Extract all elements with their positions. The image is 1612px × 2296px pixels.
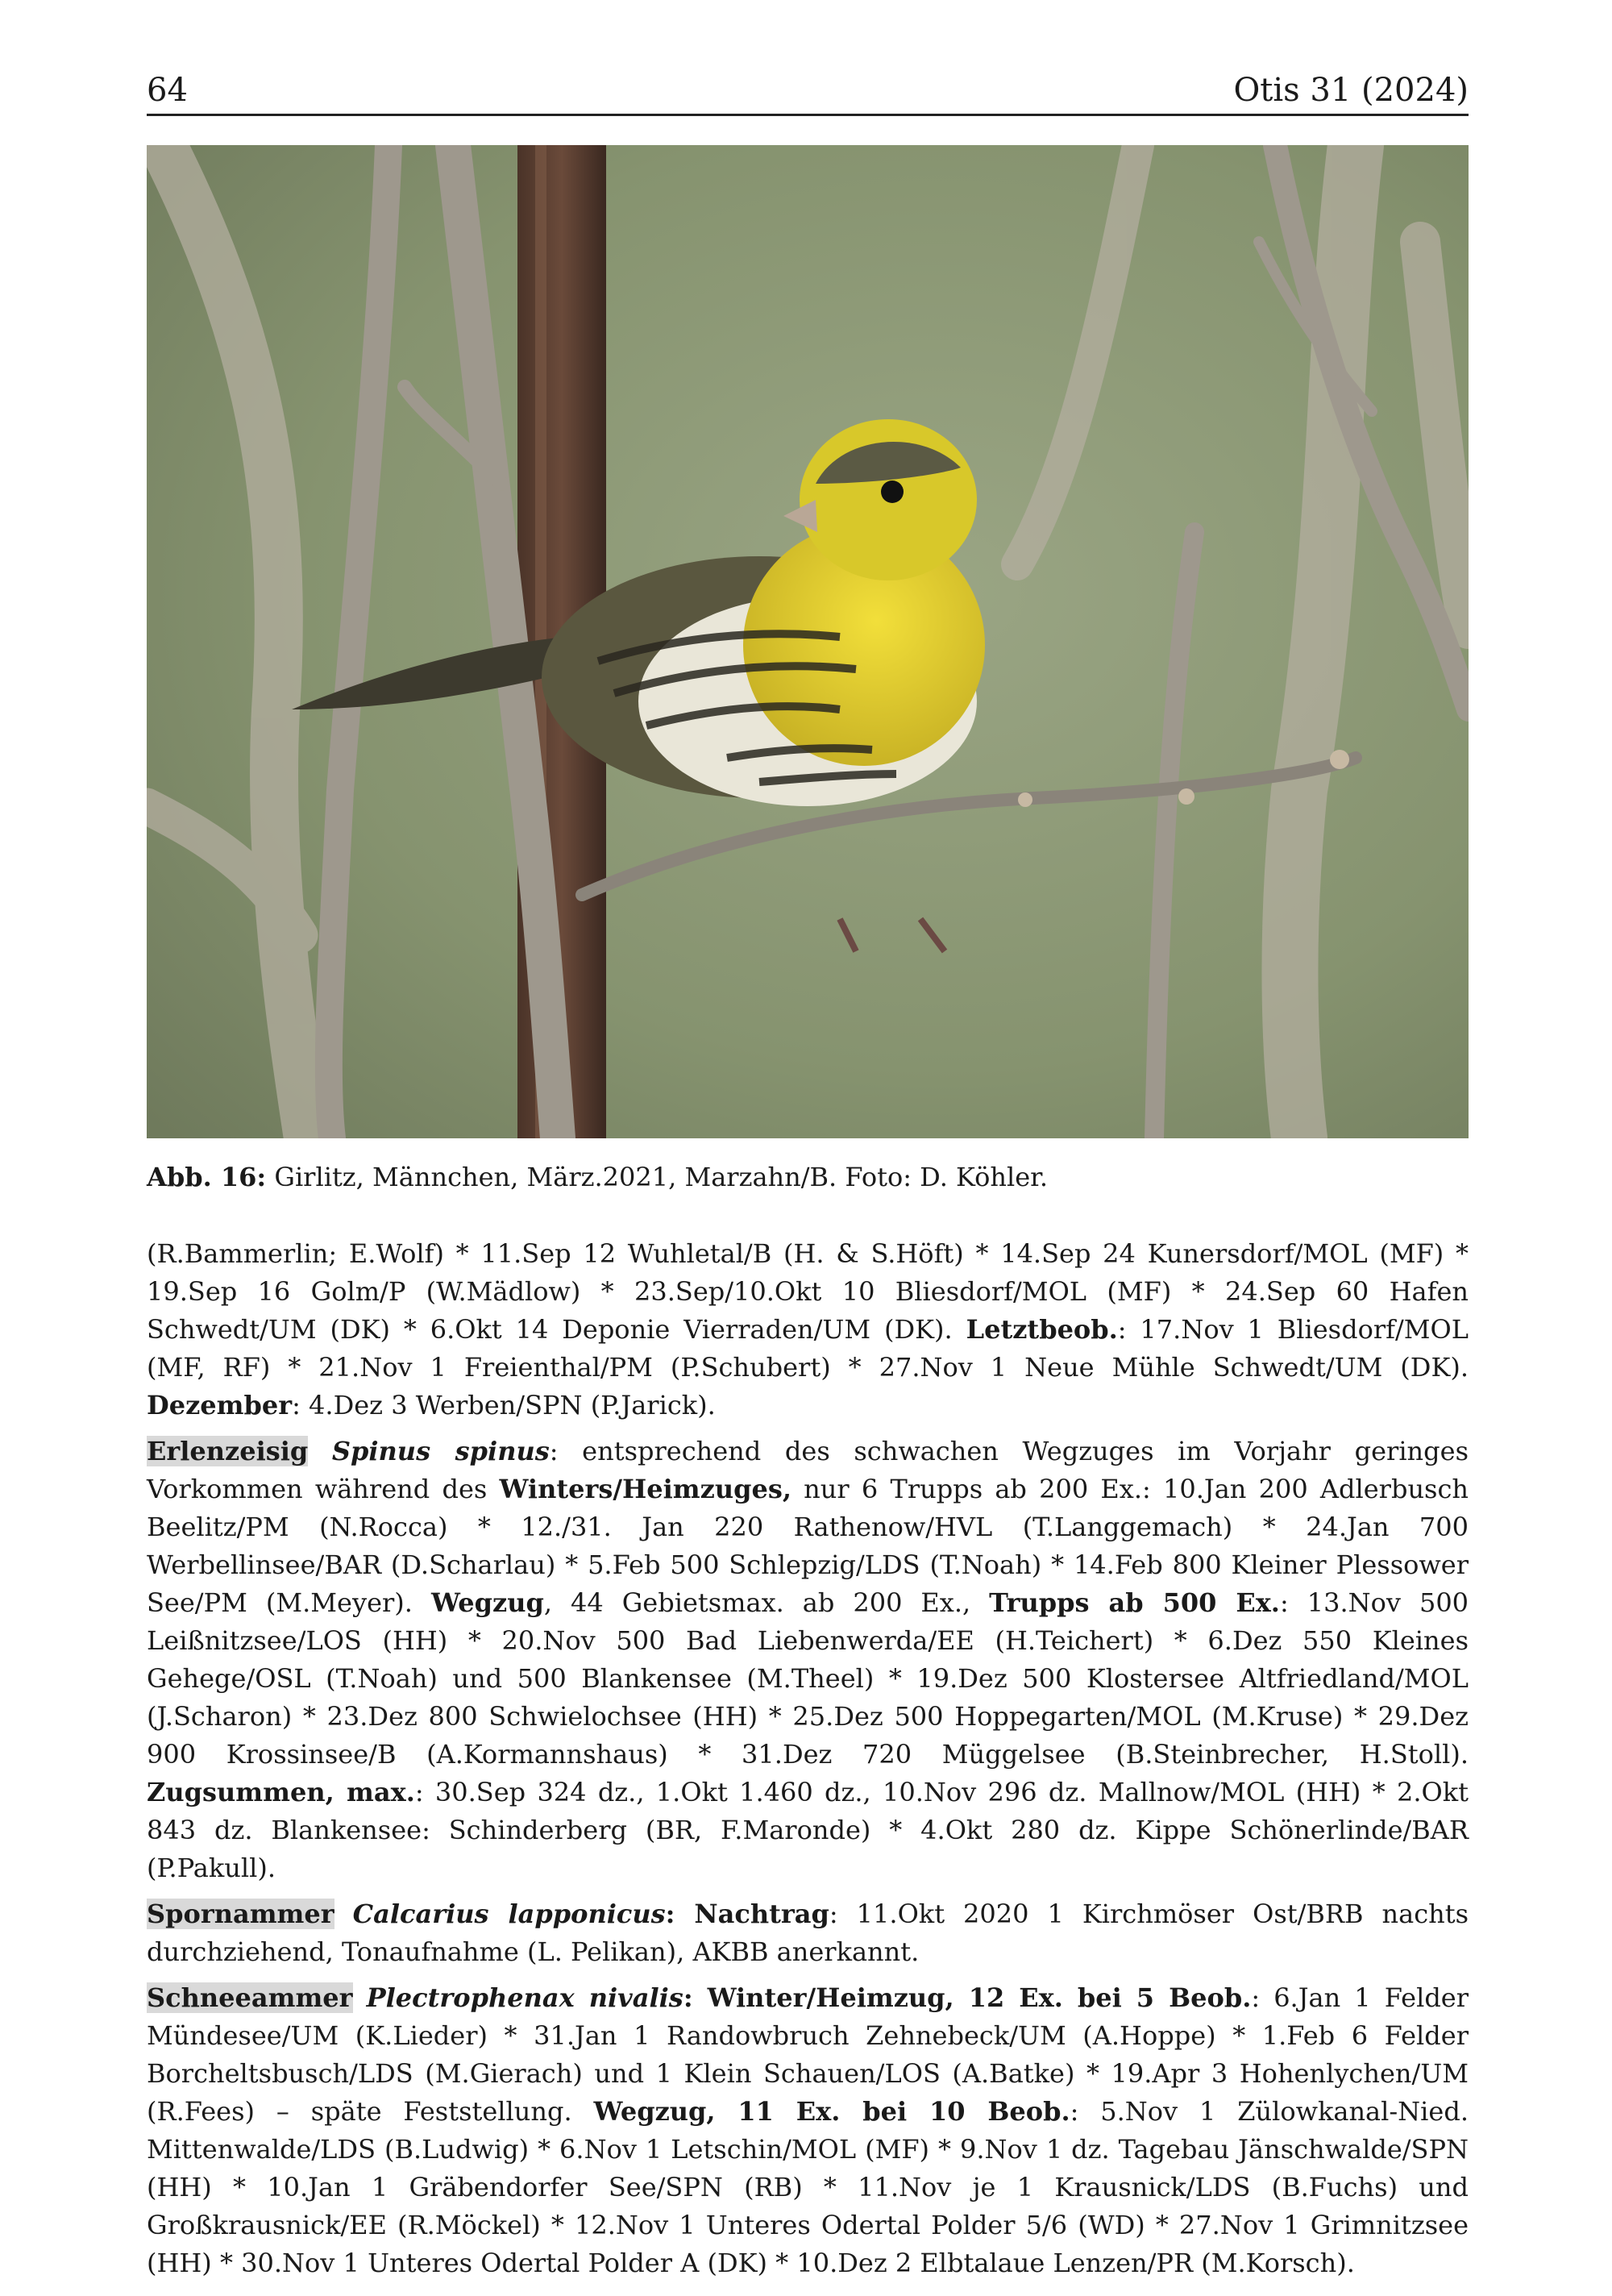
- latin-name: Spinus spinus: [331, 1436, 550, 1466]
- paragraph-erlenzeisig: Erlenzeisig Spinus spinus: entsprechend des schwachen Wegzuges im Vorjahr geringes Vorkommen während des Winters/Heimzuges, nur 6 Trupps ab 200 Ex.: 10.Jan 200 Adlerbusch Beelitz/PM (N.Rocca) * 12./31. Jan 220 Rathenow/HVL (T.Langgemach) * 24.Jan 700 Werbellinsee/BAR (D.Scharlau) * 5.Feb 500 Schlepzig/LDS (T.Noah) * 14.Feb 800 Kleiner Plessower See/PM (M.Meyer). Wegzug, 44 Gebietsmax. ab 200 Ex., Trupps ab 500 Ex.: 13.Nov 500 Leißnitzsee/LOS (HH) * 20.Nov 500 Bad Liebenwerda/EE (H.Teichert) * 6.Dez 550 Kleines Gehege/OSL (T.Noah) und 500 Blankensee (M.Theel) * 19.Dez 500 Klostersee Altfriedland/MOL (J.Scharon) * 23.Dez 800 Schwielochsee (HH) * 25.Dez 500 Hoppegarten/MOL (M.Kruse) * 29.Dez 900 Krossinsee/B (A.Kormannshaus) * 31.Dez 720 Müggelsee (B.Steinbrecher, H.Stoll). Zugsummen, max.: 30.Sep 324 dz., 1.Okt 1.460 dz., 10.Nov 296 dz. Mallnow/MOL (HH) * 2.Okt 843 dz. Blankensee: Schinderberg (BR, F.Maronde) * 4.Okt 280 dz. Kippe Schönerlinde/BAR (P.Pakull).: [147, 1436, 1469, 1883]
- species-name: Spornammer: [147, 1899, 334, 1929]
- latin-name: Plectrophenax nivalis: [366, 1982, 683, 2013]
- article-body: [147, 1235, 1469, 2290]
- paragraph-schneeammer: Schneeammer Plectrophenax nivalis: Winter/Heimzug, 12 Ex. bei 5 Beob.: 6.Jan 1 Felder Mündesee/UM (K.Lieder) * 31.Jan 1 Randowbruch Zehnebeck/UM (A.Hoppe) * 1.Feb 6 Felder Borcheltsbusch/LDS (M.Gierach) und 1 Klein Schauen/LOS (A.Batke) * 19.Apr 3 Hohenlychen/UM (R.Fees) – späte Feststellung. Wegzug, 11 Ex. bei 10 Beob.: 5.Nov 1 Zülowkanal-Nied. Mittenwalde/LDS (B.Ludwig) * 6.Nov 1 Letschin/MOL (MF) * 9.Nov 1 dz. Tagebau Jänschwalde/SPN (HH) * 10.Jan 1 Gräbendorfer See/SPN (RB) * 11.Nov je 1 Krausnick/LDS (B.Fuchs) und Großkrausnick/EE (R.Möckel) * 12.Nov 1 Unteres Odertal Polder 5/6 (WD) * 27.Nov 1 Grimnitzsee (HH) * 30.Nov 1 Unteres Odertal Polder A (DK) * 10.Dez 2 Elbtalaue Lenzen/PR (M.Korsch).: [147, 1982, 1469, 2278]
- page-number: 64: [147, 72, 188, 109]
- species-name: Schneeammer: [147, 1982, 353, 2013]
- page-header: [147, 63, 1469, 116]
- figure-caption: [147, 1161, 1469, 1193]
- bird-photo: [147, 145, 1469, 1138]
- caption-label: Abb. 16:: [147, 1162, 267, 1192]
- journal-title: Otis 31 (2024): [1233, 72, 1469, 109]
- paragraph-spornammer: Spornammer Calcarius lapponicus: Nachtrag: 11.Okt 2020 1 Kirchmöser Ost/BRB nachts durchziehend, Tonaufnahme (L. Pelikan), AKBB anerkannt.: [147, 1899, 1469, 1967]
- latin-name: Calcarius lapponicus: [352, 1899, 666, 1929]
- paragraph-girlitz-continued: (R.Bammerlin; E.Wolf) * 11.Sep 12 Wuhletal/B (H. & S.Höft) * 14.Sep 24 Kunersdorf/MOL (MF) * 19.Sep 16 Golm/P (W.Mädlow) * 23.Sep/10.Okt 10 Bliesdorf/MOL (MF) * 24.Sep 60 Hafen Schwedt/UM (DK) * 6.Okt 14 Deponie Vierraden/UM (DK). Letztbeob.: 17.Nov 1 Bliesdorf/MOL (MF, RF) * 21.Nov 1 Freienthal/PM (P.Schubert) * 27.Nov 1 Neue Mühle Schwedt/UM (DK). Dezember: 4.Dez 3 Werben/SPN (P.Jarick).: [147, 1238, 1469, 1420]
- species-name: Erlenzeisig: [147, 1436, 309, 1466]
- caption-text: Girlitz, Männchen, März.2021, Marzahn/B. Foto: D. Köhler.: [266, 1162, 1049, 1192]
